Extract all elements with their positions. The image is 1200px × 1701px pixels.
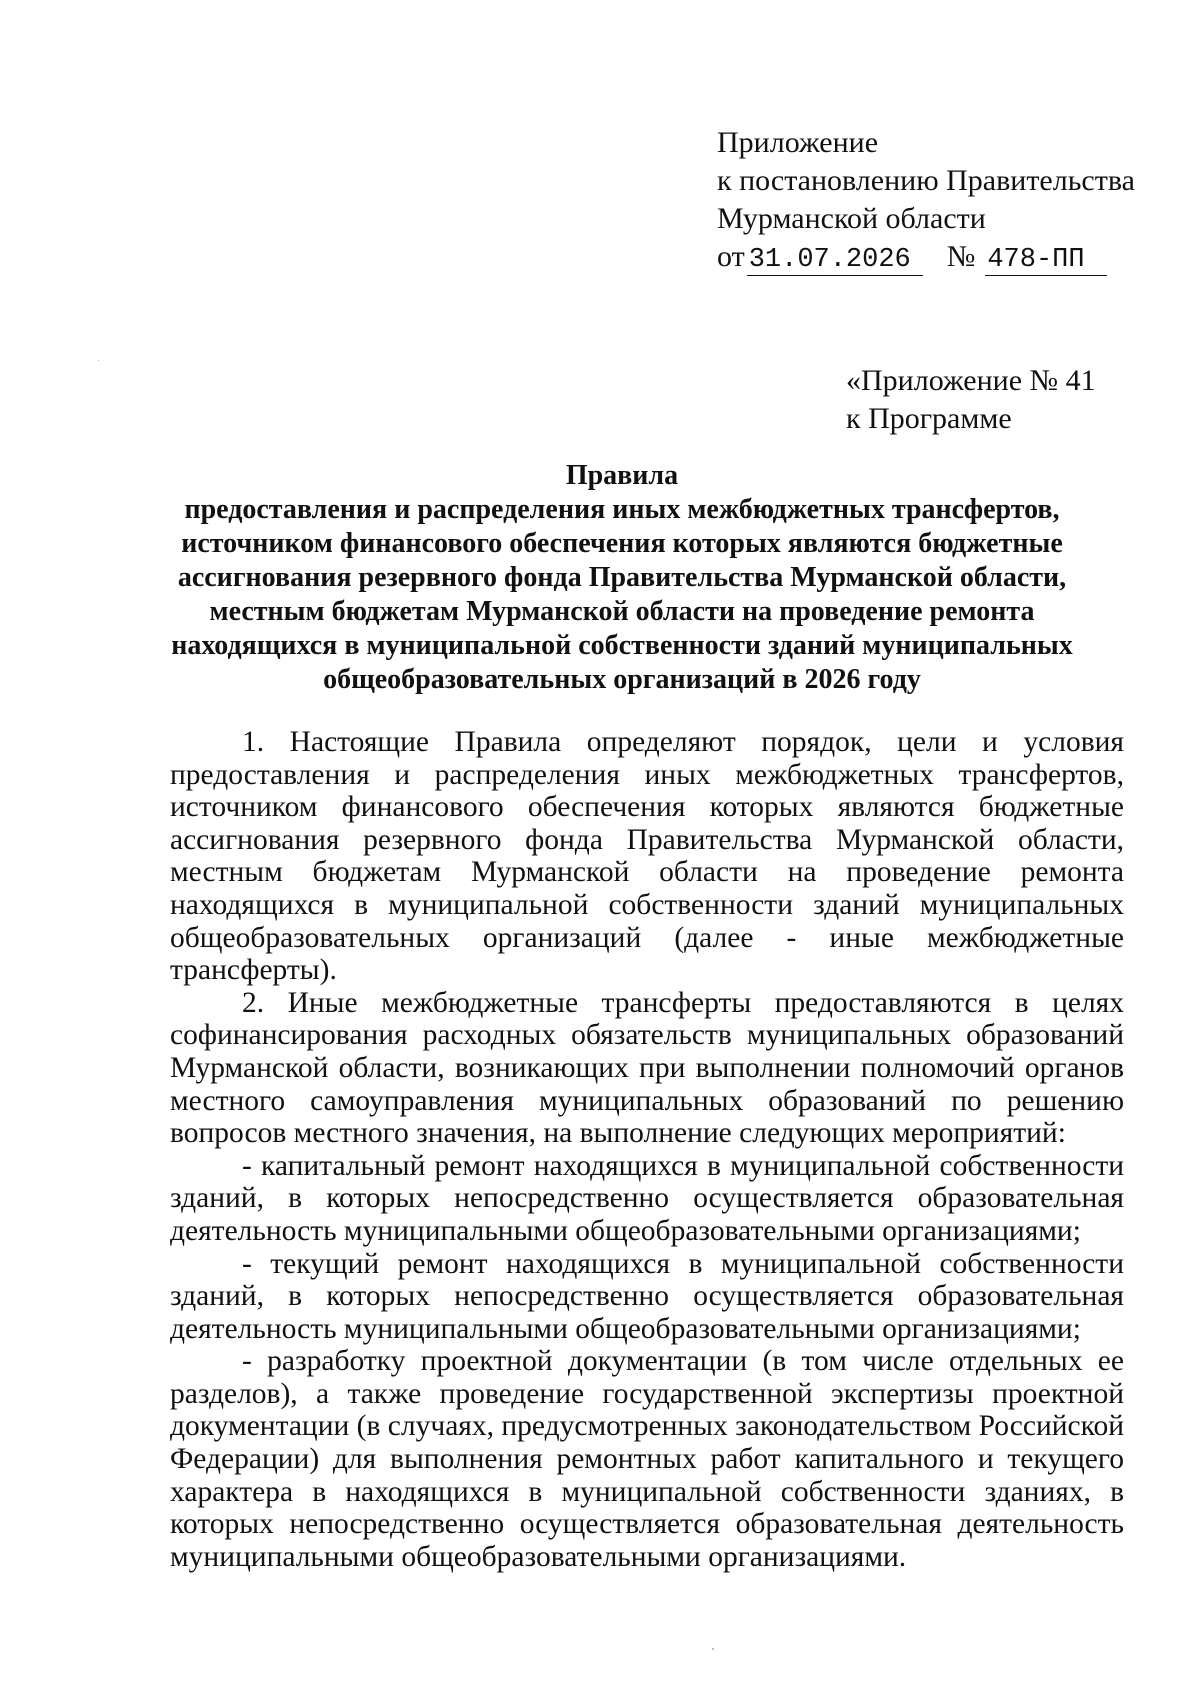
title-line: предоставления и распределения иных межбюджетных трансфертов, xyxy=(184,494,1060,525)
document-title xyxy=(150,459,1094,697)
list-item-capital-repair: - капитальный ремонт находящихся в муниципальной собственности зданий, в которых непосредственно осуществляется образовательная деятельность муниципальными общеобразовательными организациями; xyxy=(170,1149,1124,1247)
title-line: местным бюджетам Мурманской области на проведение ремонта xyxy=(209,596,1035,627)
title-line: общеобразовательных организаций в 2026 году xyxy=(323,664,921,695)
program-annex-header xyxy=(846,362,1096,438)
list-item-design-documentation: - разработку проектной документации (в том числе отдельных ее разделов), а также проведение государственной экспертизы проектной документации (в случаях, предусмотренных законодательством Российской Федерации) для выполнения ремонтных работ капитального и текущего характера в находящихся в муниципальной собственности зданиях, в которых непосредственно осуществляется образовательная деятельность муниципальными общеобразовательными организациями. xyxy=(170,1345,1124,1573)
header-date-number-line xyxy=(717,238,1135,276)
title-line: источником финансового обеспечения которых являются бюджетные xyxy=(181,528,1063,559)
document-body xyxy=(170,726,1124,1573)
paragraph-1: 1. Настоящие Правила определяют порядок, цели и условия предоставления и распределения иных межбюджетных трансфертов, источником финансового обеспечения которых являются бюджетные ассигнования резервного фонда Правительства Мурманской области, местным бюджетам Мурманской области на проведение ремонта находящихся в муниципальной собственности зданий муниципальных общеобразовательных организаций (далее - иные межбюджетные трансферты). xyxy=(170,726,1124,987)
paragraph-2: 2. Иные межбюджетные трансферты предоставляются в целях софинансирования расходных обязательств муниципальных образований Мурманской области, возникающих при выполнении полномочий органов местного самоуправления муниципальных образований по решению вопросов местного значения, на выполнение следующих мероприятий: xyxy=(170,986,1124,1150)
list-item-current-repair: - текущий ремонт находящихся в муниципальной собственности зданий, в которых непосредственно осуществляется образовательная деятельность муниципальными общеобразовательными организациями; xyxy=(170,1247,1124,1345)
title-line: находящихся в муниципальной собственности зданий муниципальных xyxy=(171,630,1073,661)
header-line-appendix: Приложение xyxy=(717,126,879,159)
appendix-header xyxy=(717,124,1135,276)
resolution-date: 31.07.2026 xyxy=(747,245,923,276)
title-heading: Правила xyxy=(565,460,679,491)
resolution-number: 478-ПП xyxy=(985,245,1107,276)
number-sign: № xyxy=(946,240,976,273)
scan-artifact xyxy=(712,1648,714,1650)
title-line: ассигнования резервного фонда Правительства Мурманской области, xyxy=(177,562,1067,593)
annex-line-number: «Приложение № 41 xyxy=(846,364,1096,397)
header-line-region: Мурманской области xyxy=(717,202,986,235)
header-line-resolution: к постановлению Правительства xyxy=(717,164,1135,197)
date-prefix: от xyxy=(717,240,745,273)
scan-artifact xyxy=(98,360,99,361)
annex-line-program: к Программе xyxy=(846,402,1012,435)
